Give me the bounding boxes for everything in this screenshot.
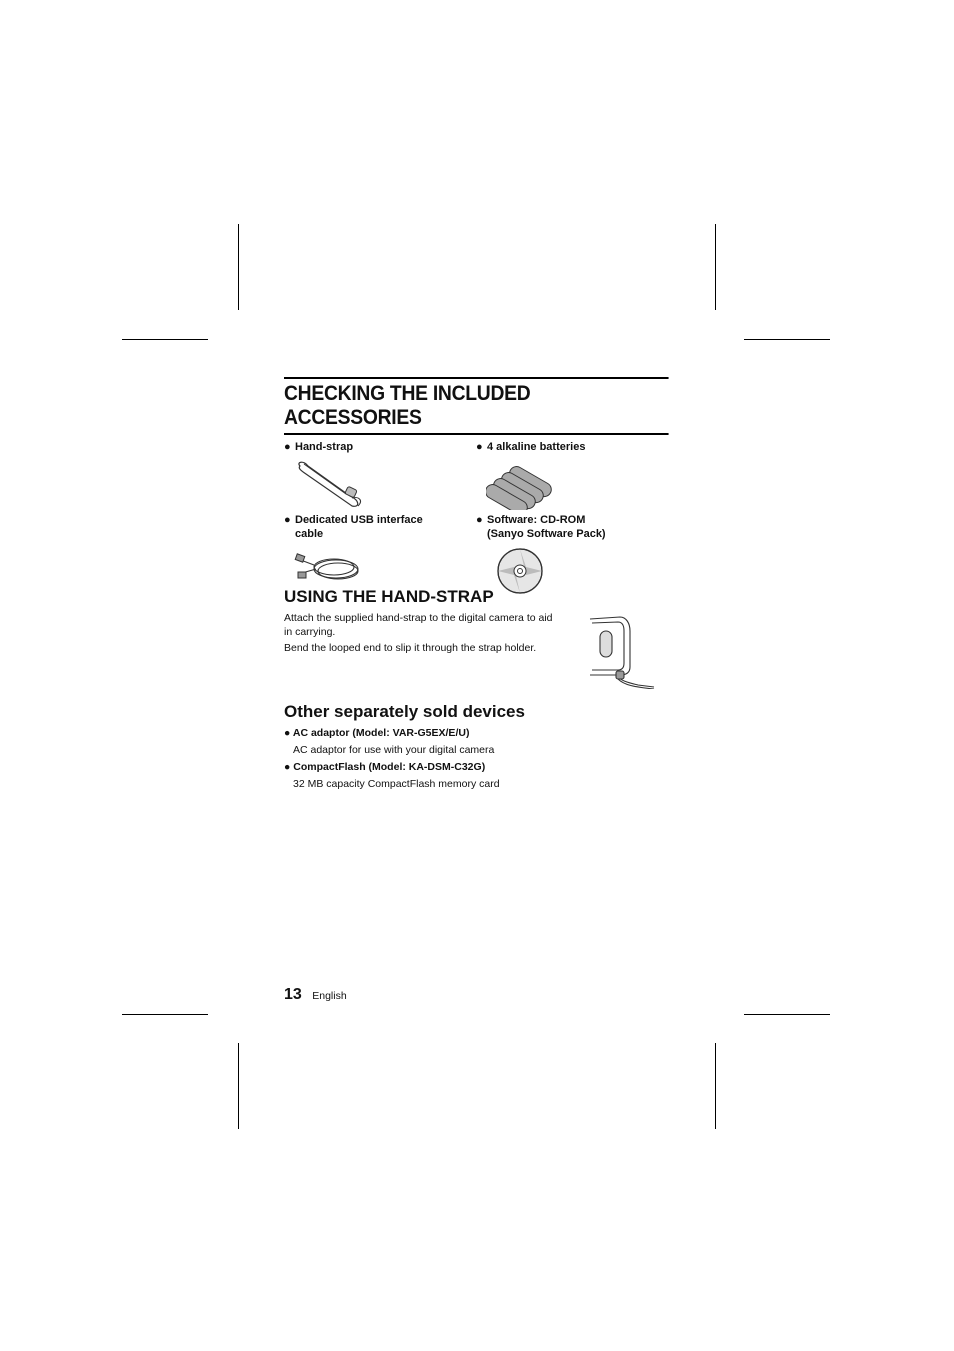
- crop-mark: [715, 224, 716, 310]
- section-title: Other separately sold devices: [284, 702, 525, 721]
- page-footer: [284, 986, 347, 1004]
- hand-strap-section: [284, 587, 669, 687]
- crop-mark: [122, 339, 208, 340]
- accessories-grid: [284, 440, 669, 600]
- crop-mark: [744, 339, 830, 340]
- body-text-line: in carrying.: [284, 626, 336, 638]
- crop-mark: [122, 1014, 208, 1015]
- page-title: CHECKING THE INCLUDED ACCESSORIES: [284, 377, 669, 435]
- accessory-label-line1: Dedicated USB interface: [295, 514, 423, 526]
- hand-strap-icon: [294, 460, 464, 515]
- bullet: ●: [284, 761, 291, 773]
- bullet: ●: [284, 727, 291, 739]
- usb-cable-icon: [294, 547, 464, 592]
- crop-mark: [238, 1043, 239, 1129]
- batteries-icon: [486, 460, 656, 515]
- accessory-label-line1: Software: CD-ROM: [487, 514, 586, 526]
- crop-mark: [744, 1014, 830, 1015]
- other-devices-section: [284, 702, 669, 791]
- crop-mark: [715, 1043, 716, 1129]
- list-item: [284, 760, 669, 774]
- bullet: ●: [284, 441, 291, 453]
- body-text-line: Bend the looped end to slip it through the strap holder.: [284, 642, 537, 654]
- crop-mark: [238, 224, 239, 310]
- accessories-section: [284, 377, 669, 600]
- camera-strap-illustration: [586, 613, 658, 694]
- accessory-label: 4 alkaline batteries: [487, 441, 586, 453]
- page-number: 13: [284, 986, 302, 1003]
- bullet: ●: [476, 441, 483, 453]
- accessory-usb-cable: [284, 513, 464, 592]
- section-title: USING THE HAND-STRAP: [284, 587, 494, 606]
- item-label: CompactFlash (Model: KA-DSM-C32G): [293, 761, 486, 773]
- accessory-label: Hand-strap: [295, 441, 354, 453]
- item-label: AC adaptor (Model: VAR-G5EX/E/U): [292, 727, 470, 739]
- accessory-batteries: [476, 440, 656, 515]
- accessory-hand-strap: [284, 440, 464, 515]
- bullet: ●: [476, 514, 483, 526]
- list-item: [284, 726, 669, 740]
- bullet: ●: [284, 514, 291, 526]
- page-language: English: [312, 990, 347, 1002]
- item-description: 32 MB capacity CompactFlash memory card: [293, 778, 500, 790]
- accessory-label-line2: cable: [295, 528, 324, 540]
- body-text-line: Attach the supplied hand-strap to the digital camera to aid: [284, 612, 553, 624]
- accessory-label-line2: (Sanyo Software Pack): [487, 528, 606, 540]
- item-description: AC adaptor for use with your digital camera: [293, 744, 495, 756]
